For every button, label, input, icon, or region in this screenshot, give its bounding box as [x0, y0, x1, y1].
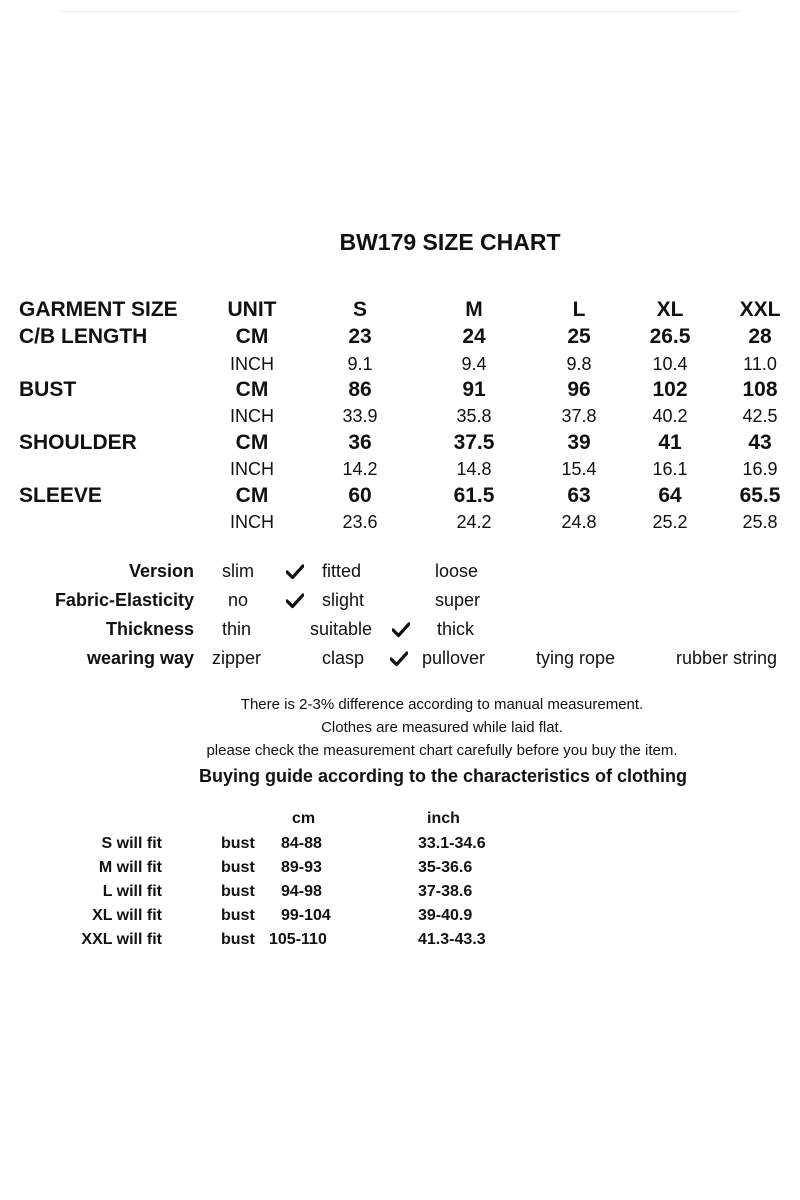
attr-option: thick [437, 619, 475, 639]
bust-inch-l: 37.8 [561, 406, 597, 426]
cb-length-inch-m: 9.4 [461, 354, 487, 374]
header-garment-size: GARMENT SIZE [19, 298, 178, 321]
cb-length-inch-xxl: 11.0 [743, 354, 777, 374]
guide-size: L will fit [102, 883, 162, 900]
row-label-sleeve: SLEEVE [19, 484, 102, 507]
sleeve-inch-l: 24.8 [561, 512, 597, 532]
bust-inch-m: 35.8 [456, 406, 492, 426]
row-label-bust: BUST [19, 378, 77, 401]
note-check-chart: please check the measurement chart carefully before you buy the item. [206, 742, 678, 759]
shoulder-inch-m: 14.8 [456, 459, 492, 479]
sleeve-inch-s: 23.6 [342, 512, 378, 532]
guide-part: bust [221, 859, 255, 876]
cb-length-cm-m: 24 [462, 325, 486, 348]
guide-inch-range: 33.1-34.6 [418, 835, 486, 852]
attr-label-fabric-elasticity: Fabric-Elasticity [54, 590, 194, 610]
cb-length-inch-xl: 10.4 [652, 354, 688, 374]
cb-length-cm-l: 25 [567, 325, 591, 348]
guide-inch-range: 41.3-43.3 [418, 931, 486, 948]
guide-part: bust [221, 931, 255, 948]
attr-option: super [435, 590, 481, 610]
top-divider [60, 11, 740, 12]
check-mark-icon [390, 651, 408, 667]
cb-length-cm-xxl: 28 [748, 325, 772, 348]
guide-size: XXL will fit [81, 931, 162, 948]
note-laid-flat: Clothes are measured while laid flat. [321, 719, 563, 736]
guide-header-cm: cm [292, 810, 316, 827]
sleeve-cm-xl: 64 [658, 484, 682, 507]
buying-guide-title: Buying guide according to the characteristics of clothing [198, 766, 688, 786]
cb-length-inch-l: 9.8 [566, 354, 592, 374]
guide-inch-range: 35-36.6 [418, 859, 473, 876]
guide-cm-range: 89-93 [281, 859, 322, 876]
bust-inch-xxl: 42.5 [742, 406, 778, 426]
attr-option-checked: pullover [422, 648, 486, 668]
attr-option-checked: fitted [322, 561, 362, 581]
attr-option: no [228, 590, 249, 610]
guide-part: bust [221, 835, 255, 852]
attr-option: zipper [212, 648, 262, 668]
header-size-s: S [352, 298, 368, 321]
sleeve-cm-m: 61.5 [453, 484, 495, 507]
unit-cm: CM [235, 431, 269, 454]
shoulder-cm-xl: 41 [658, 431, 682, 454]
attr-option: thin [222, 619, 252, 639]
guide-size: M will fit [98, 859, 162, 876]
sleeve-inch-m: 24.2 [456, 512, 492, 532]
row-label-shoulder: SHOULDER [19, 431, 137, 454]
guide-size: S will fit [101, 835, 162, 852]
guide-cm-range: 105-110 [269, 931, 327, 948]
attr-option: loose [435, 561, 479, 581]
shoulder-inch-l: 15.4 [561, 459, 597, 479]
unit-cm: CM [235, 484, 269, 507]
shoulder-cm-l: 39 [567, 431, 591, 454]
guide-cm-range: 99-104 [281, 907, 331, 924]
header-size-xxl: XXL [739, 298, 781, 321]
unit-cm: CM [235, 325, 269, 348]
guide-inch-range: 39-40.9 [418, 907, 473, 924]
row-label-cb-length: C/B LENGTH [19, 325, 148, 348]
bust-cm-m: 91 [462, 378, 486, 401]
bust-cm-s: 86 [348, 378, 372, 401]
attr-option: slim [222, 561, 254, 581]
check-mark-icon [392, 622, 410, 638]
guide-cm-range: 94-98 [281, 883, 322, 900]
header-size-xl: XL [656, 298, 684, 321]
attr-label-version: Version [128, 561, 194, 581]
check-mark-icon [286, 593, 304, 609]
bust-inch-xl: 40.2 [652, 406, 688, 426]
sleeve-inch-xl: 25.2 [652, 512, 688, 532]
attr-label-thickness: Thickness [105, 619, 194, 639]
cb-length-cm-xl: 26.5 [649, 325, 691, 348]
guide-inch-range: 37-38.6 [418, 883, 473, 900]
header-unit: UNIT [227, 298, 277, 321]
attr-label-wearing-way: wearing way [86, 648, 194, 668]
bust-cm-l: 96 [567, 378, 591, 401]
unit-inch: INCH [230, 406, 274, 426]
attr-option: rubber string [676, 648, 778, 668]
sleeve-inch-xxl: 25.8 [742, 512, 778, 532]
sleeve-cm-s: 60 [348, 484, 372, 507]
attr-option-checked: slight [322, 590, 365, 610]
note-measurement-difference: There is 2-3% difference according to manual measurement. [240, 696, 644, 713]
header-size-l: L [572, 298, 586, 321]
cb-length-inch-s: 9.1 [347, 354, 373, 374]
bust-cm-xxl: 108 [742, 378, 778, 401]
shoulder-inch-xxl: 16.9 [742, 459, 778, 479]
shoulder-inch-s: 14.2 [342, 459, 378, 479]
guide-header-inch: inch [427, 810, 460, 827]
unit-inch: INCH [230, 512, 274, 532]
attr-option: tying rope [536, 648, 616, 668]
guide-part: bust [221, 907, 255, 924]
sleeve-cm-l: 63 [567, 484, 591, 507]
guide-cm-range: 84-88 [281, 835, 322, 852]
bust-inch-s: 33.9 [342, 406, 378, 426]
unit-inch: INCH [230, 354, 274, 374]
header-size-m: M [465, 298, 483, 321]
unit-inch: INCH [230, 459, 274, 479]
shoulder-cm-m: 37.5 [453, 431, 495, 454]
sleeve-cm-xxl: 65.5 [739, 484, 781, 507]
attr-option: clasp [322, 648, 365, 668]
shoulder-inch-xl: 16.1 [652, 459, 688, 479]
attr-option-checked: suitable [310, 619, 373, 639]
check-mark-icon [286, 564, 304, 580]
shoulder-cm-xxl: 43 [748, 431, 772, 454]
cb-length-cm-s: 23 [348, 325, 372, 348]
shoulder-cm-s: 36 [348, 431, 372, 454]
guide-part: bust [221, 883, 255, 900]
unit-cm: CM [235, 378, 269, 401]
guide-size: XL will fit [92, 907, 162, 924]
bust-cm-xl: 102 [652, 378, 688, 401]
page-title: BW179 SIZE CHART [339, 229, 561, 255]
